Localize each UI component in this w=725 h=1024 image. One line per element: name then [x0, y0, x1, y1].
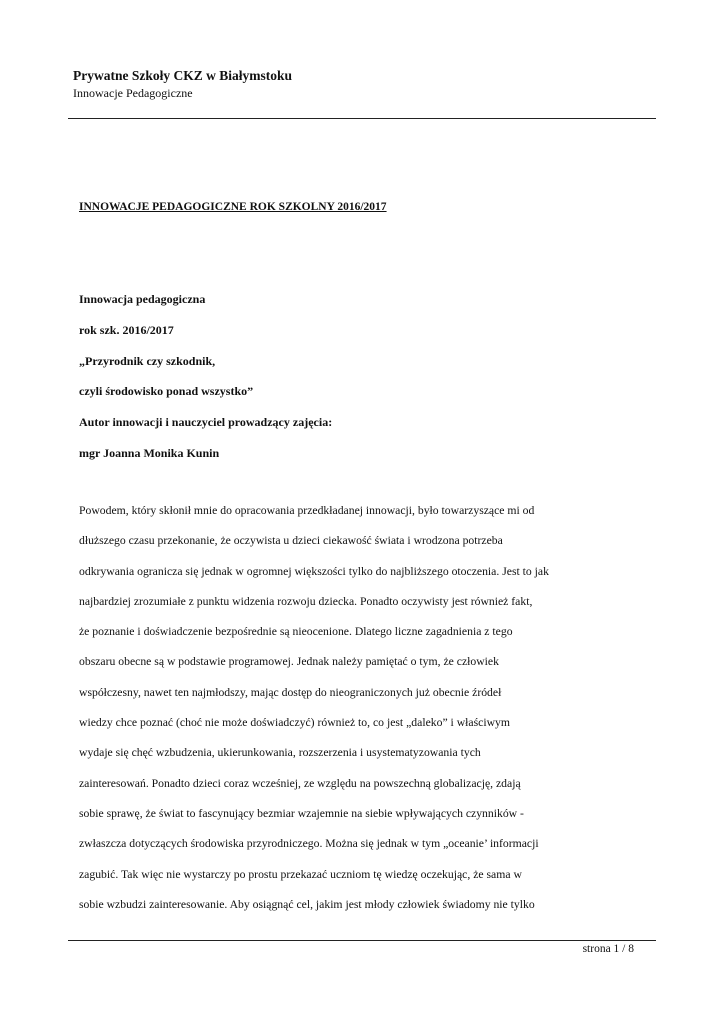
- header-divider: [68, 118, 656, 119]
- body-line: zwłaszcza dotyczących środowiska przyrodniczego. Można się jednak w tym „oceanie’ informacji: [79, 837, 539, 851]
- info-line: „Przyrodnik czy szkodnik,: [79, 353, 216, 368]
- body-line: obszaru obecne są w podstawie programowej. Jednak należy pamiętać o tym, że człowiek: [79, 655, 499, 669]
- body-line: sobie wzbudzi zainteresowanie. Aby osiągnąć cel, jakim jest młody człowiek świadomy nie tylko: [79, 897, 535, 911]
- footer-divider: [68, 940, 656, 941]
- info-line: rok szk. 2016/2017: [79, 322, 174, 337]
- info-block: [79, 292, 332, 477]
- body-line: odkrywania ogranicza się jednak w ogromnej większości tylko do najbliższego otoczenia. Jest to jak: [79, 564, 549, 578]
- body-line: współczesny, nawet ten najmłodszy, mając dostęp do nieograniczonych już obecnie źródeł: [79, 685, 502, 699]
- body-line: zainteresowań. Ponadto dzieci coraz wcześniej, ze względu na powszechną globalizację, zdają: [79, 776, 521, 790]
- body-line: wiedzy chce poznać (choć nie może doświadczyć) również to, co jest „daleko” i właściwym: [79, 716, 510, 730]
- body-line: wydaje się chęć wzbudzenia, ukierunkowania, rozszerzenia i usystematyzowania tych: [79, 746, 481, 760]
- body-line: sobie sprawę, że świat to fascynujący bezmiar wzajemnie na siebie wpływających czynników -: [79, 806, 524, 820]
- info-line: Innowacja pedagogiczna: [79, 292, 206, 306]
- body-line: że poznanie i doświadczenie bezpośrednie są nieocenione. Dlatego liczne zagadnienia z tego: [79, 625, 513, 639]
- info-line: czyli środowisko ponad wszystko”: [79, 384, 254, 399]
- info-line: mgr Joanna Monika Kunin: [79, 445, 220, 460]
- header-title: Prywatne Szkoły CKZ w Białymstoku: [73, 68, 293, 83]
- page-number: strona 1 / 8: [582, 943, 634, 955]
- body-text: [79, 504, 549, 928]
- body-line: najbardziej zrozumiałe z punktu widzenia rozwoju dziecka. Ponadto oczywisty jest również fakt,: [79, 594, 533, 608]
- body-line: zagubić. Tak więc nie wystarczy po prostu przekazać uczniom tę wiedzę oczekując, że sama w: [79, 867, 522, 881]
- document-heading: INNOWACJE PEDAGOGICZNE ROK SZKOLNY 2016/2017: [79, 201, 387, 213]
- body-line: Powodem, który skłonił mnie do opracowania przedkładanej innowacji, było towarzyszące mi od: [79, 504, 535, 517]
- body-line: dłuższego czasu przekonanie, że oczywista u dzieci ciekawość świata i wrodzona potrzeba: [79, 534, 503, 548]
- info-line: Autor innowacji i nauczyciel prowadzący zajęcia:: [79, 415, 333, 430]
- header-subtitle: Innowacje Pedagogiczne: [73, 86, 193, 100]
